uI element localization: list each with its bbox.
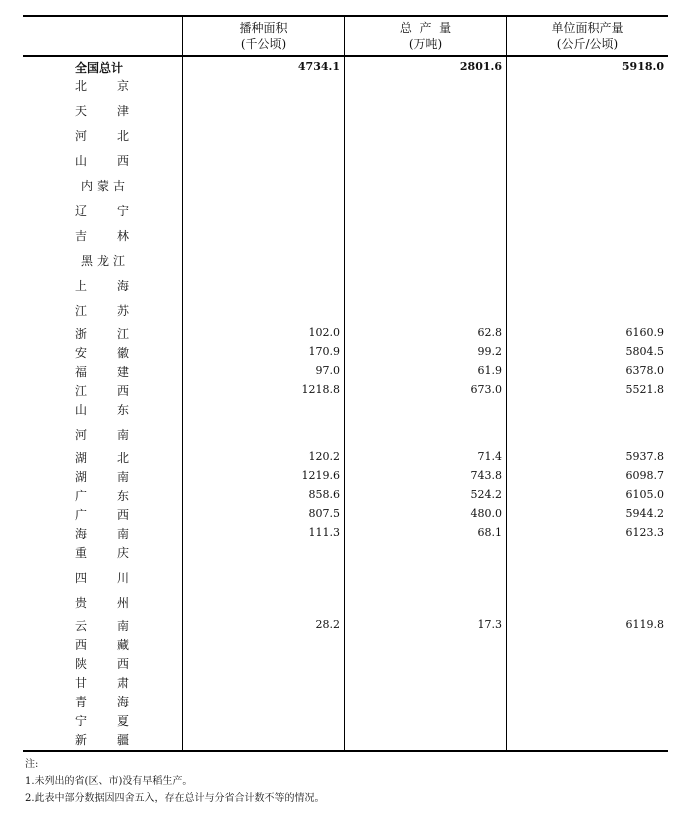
table-row xyxy=(23,226,668,251)
yield-value: 5804.5 xyxy=(625,345,664,358)
sown-area-value: 97.0 xyxy=(315,364,340,377)
yield-value: 6119.8 xyxy=(625,618,664,631)
sown-area-value: 102.0 xyxy=(308,326,340,339)
total-output-value: 743.8 xyxy=(470,469,502,482)
region-name: 广 东 xyxy=(75,489,129,503)
sown-area-value: 4734.1 xyxy=(297,60,340,73)
table-row xyxy=(23,176,668,201)
table-row xyxy=(23,616,668,635)
sown-area-value: 120.2 xyxy=(308,450,340,463)
table-row xyxy=(23,251,668,276)
region-name: 四 川 xyxy=(75,571,129,585)
yield-value: 5944.2 xyxy=(625,507,664,520)
region-name: 海 南 xyxy=(75,527,129,541)
region-name: 河 北 xyxy=(75,129,129,143)
table-row xyxy=(23,692,668,711)
table-row xyxy=(23,593,668,616)
total-output-value: 673.0 xyxy=(470,383,502,396)
sown-area-value: 28.2 xyxy=(315,618,340,631)
region-name: 贵 州 xyxy=(75,596,129,610)
region-name: 全国总计 xyxy=(75,61,124,75)
region-name: 江 西 xyxy=(75,384,129,398)
region-name: 黑 龙 江 xyxy=(81,254,125,268)
notes-line-1: 1.未列出的省(区、市)没有早稻生产。 xyxy=(25,776,193,787)
sown-area-value: 1218.8 xyxy=(301,383,340,396)
region-name: 广 西 xyxy=(75,508,129,522)
header-sown-area-unit: (千公顷) xyxy=(240,37,287,51)
region-name: 内 蒙 古 xyxy=(81,179,125,193)
table-notes xyxy=(25,756,325,807)
region-name: 安 徽 xyxy=(75,346,129,360)
table-bottom-rule xyxy=(23,750,668,752)
region-name: 湖 北 xyxy=(75,451,129,465)
table-row xyxy=(23,711,668,730)
region-name: 天 津 xyxy=(75,104,129,118)
table-row xyxy=(23,276,668,301)
total-output-value: 480.0 xyxy=(470,507,502,520)
total-output-value: 99.2 xyxy=(477,345,502,358)
yield-value: 6160.9 xyxy=(625,326,664,339)
table-row xyxy=(23,467,668,486)
notes-label: 注: xyxy=(25,759,39,770)
yield-value: 6123.3 xyxy=(625,526,664,539)
table-row xyxy=(23,543,668,568)
table-top-rule xyxy=(23,15,668,17)
total-output-value: 71.4 xyxy=(477,450,502,463)
table-row xyxy=(23,101,668,126)
table-row xyxy=(23,381,668,400)
table-row xyxy=(23,654,668,673)
header-yield xyxy=(507,18,668,54)
table-row xyxy=(23,425,668,448)
region-name: 云 南 xyxy=(75,619,129,633)
region-name: 辽 宁 xyxy=(75,204,129,218)
table-row xyxy=(23,524,668,543)
sown-area-value: 1219.6 xyxy=(301,469,340,482)
header-total-output-unit: (万吨) xyxy=(408,37,443,51)
table-row xyxy=(23,730,668,749)
table-row xyxy=(23,362,668,381)
table-row xyxy=(23,151,668,176)
yield-value: 6105.0 xyxy=(625,488,664,501)
table-row xyxy=(23,126,668,151)
region-name: 福 建 xyxy=(75,365,129,379)
sown-area-value: 111.3 xyxy=(308,526,340,539)
table-row xyxy=(23,505,668,524)
sown-area-value: 170.9 xyxy=(308,345,340,358)
region-name: 青 海 xyxy=(75,695,129,709)
header-sown-area xyxy=(183,18,344,54)
region-name: 山 东 xyxy=(75,403,129,417)
table-row xyxy=(23,568,668,593)
table-row xyxy=(23,400,668,425)
total-output-value: 68.1 xyxy=(477,526,502,539)
rice-statistics-table xyxy=(23,15,668,752)
region-name: 陕 西 xyxy=(75,657,129,671)
sown-area-value: 807.5 xyxy=(308,507,340,520)
header-yield-title: 单位面积产量 xyxy=(551,21,624,35)
table-row xyxy=(23,448,668,467)
region-name: 北 京 xyxy=(75,79,129,93)
table-row xyxy=(23,673,668,692)
header-bottom-rule xyxy=(23,55,668,57)
table-row xyxy=(23,486,668,505)
table-row xyxy=(23,343,668,362)
total-output-value: 62.8 xyxy=(477,326,502,339)
region-name: 江 苏 xyxy=(75,304,129,318)
yield-value: 6098.7 xyxy=(625,469,664,482)
table-row xyxy=(23,76,668,101)
header-total-output xyxy=(345,18,506,54)
notes-line-2: 2.此表中部分数据因四舍五入，存在总计与分省合计数不等的情况。 xyxy=(25,793,325,804)
table-row xyxy=(23,301,668,324)
total-output-value: 524.2 xyxy=(470,488,502,501)
table-row xyxy=(23,201,668,226)
yield-value: 5918.0 xyxy=(621,60,664,73)
region-name: 宁 夏 xyxy=(75,714,129,728)
region-name: 重 庆 xyxy=(75,546,129,560)
region-name: 河 南 xyxy=(75,428,129,442)
header-yield-unit: (公斤/公顷) xyxy=(556,37,619,51)
region-name: 新 疆 xyxy=(75,733,129,747)
region-name: 湖 南 xyxy=(75,470,129,484)
total-output-value: 61.9 xyxy=(477,364,502,377)
yield-value: 5521.8 xyxy=(625,383,664,396)
region-name: 西 藏 xyxy=(75,638,129,652)
yield-value: 6378.0 xyxy=(625,364,664,377)
region-name: 上 海 xyxy=(75,279,129,293)
header-total-output-title: 总 产 量 xyxy=(399,21,452,35)
region-name: 吉 林 xyxy=(75,229,129,243)
region-name: 甘 肃 xyxy=(75,676,129,690)
header-sown-area-title: 播种面积 xyxy=(239,21,288,35)
sown-area-value: 858.6 xyxy=(308,488,340,501)
total-output-value: 2801.6 xyxy=(459,60,502,73)
yield-value: 5937.8 xyxy=(625,450,664,463)
region-name: 浙 江 xyxy=(75,327,129,341)
table-row xyxy=(23,635,668,654)
table-row-total xyxy=(23,58,668,76)
total-output-value: 17.3 xyxy=(477,618,502,631)
table-row xyxy=(23,324,668,343)
region-name: 山 西 xyxy=(75,154,129,168)
